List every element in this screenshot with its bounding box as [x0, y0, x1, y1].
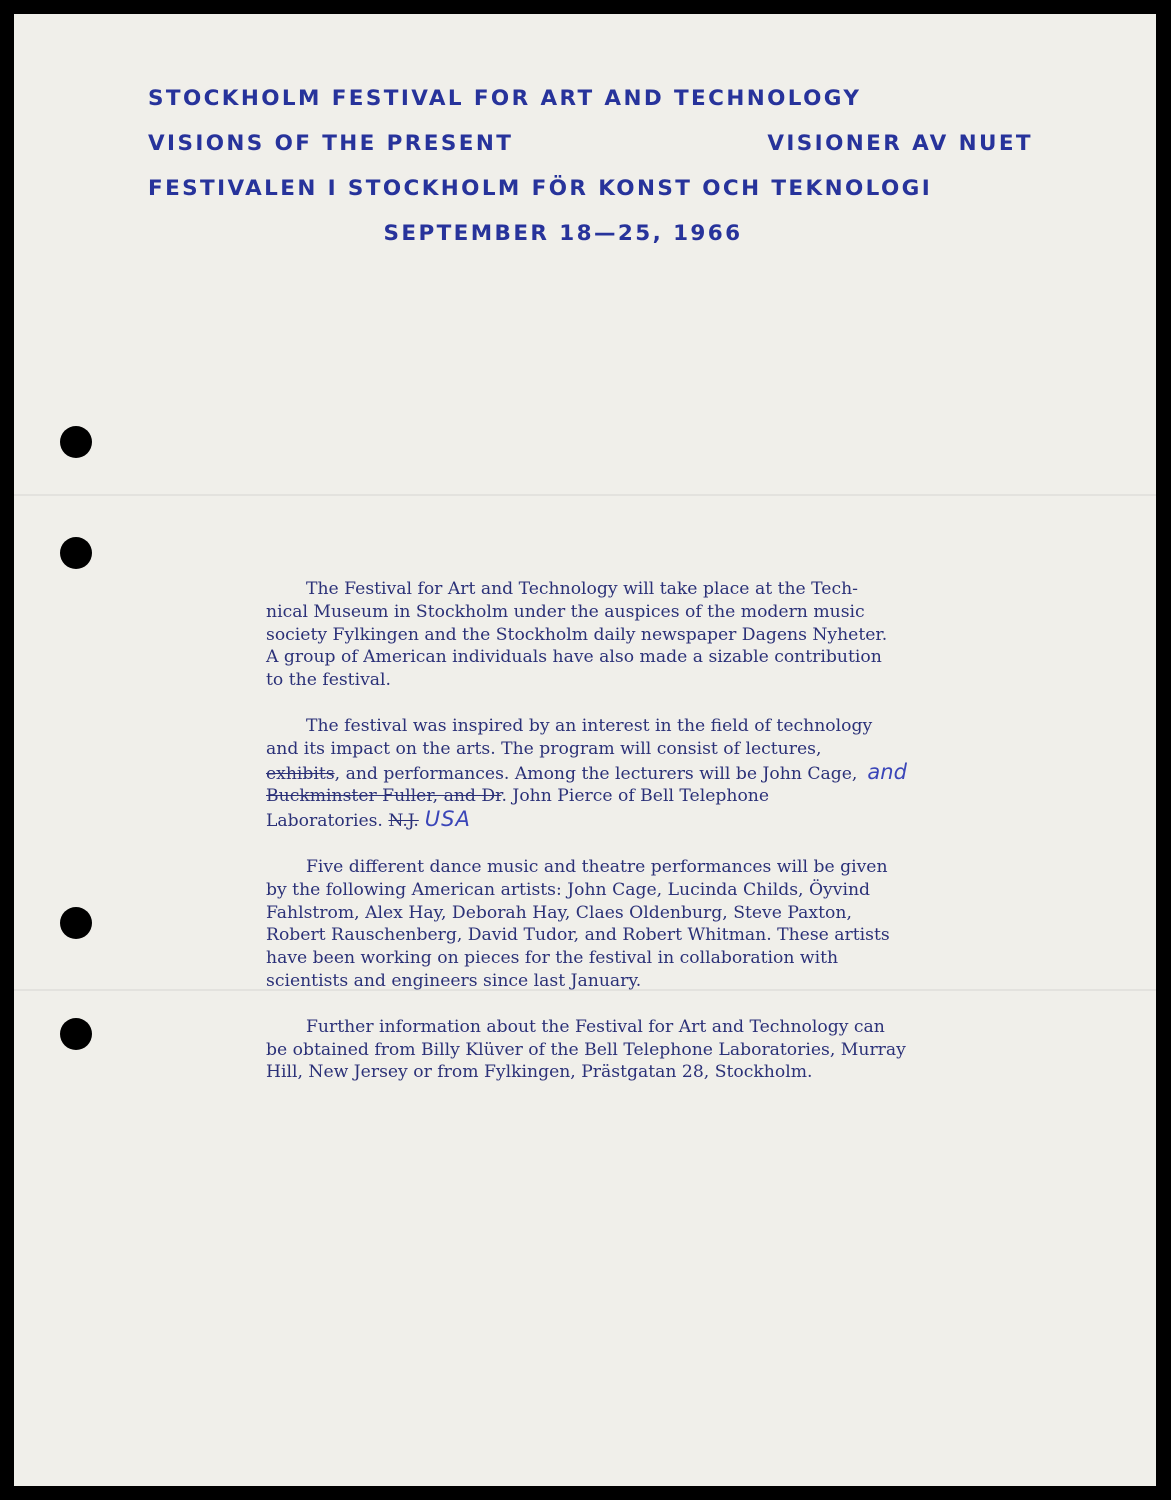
text-line: The festival was inspired by an interest in the field of technology	[306, 715, 873, 736]
letterhead-subtitle-en: VISIONS OF THE PRESENT	[148, 131, 514, 156]
text-line	[266, 761, 1026, 786]
struck-text: N.J.	[388, 811, 419, 832]
text-line: be obtained from Billy Klüver of the Bell Telephone Laboratories, Murray	[266, 1039, 906, 1060]
text-line	[266, 785, 1026, 808]
text-span: . John Pierce of Bell Telephone	[501, 786, 770, 807]
letterhead-subtitle-sv: VISIONER AV NUET	[767, 131, 1033, 156]
paragraph-1	[266, 578, 1026, 692]
text-line: A group of American individuals have also made a sizable contribution	[266, 647, 882, 668]
handwritten-annotation: USA	[424, 807, 471, 832]
text-line: to the festival.	[266, 670, 392, 691]
punch-hole	[60, 426, 92, 458]
struck-text: Buckminster Fuller, and Dr	[266, 786, 502, 807]
punch-hole	[60, 537, 92, 569]
struck-text: exhibits	[266, 763, 335, 784]
fold-crease	[14, 494, 1156, 496]
letterhead-dates: SEPTEMBER 18—25, 1966	[383, 221, 743, 246]
text-line: have been working on pieces for the festival in collaboration with	[266, 948, 839, 969]
text-line	[266, 808, 1026, 833]
paragraph-2	[266, 715, 1026, 833]
text-line: The Festival for Art and Technology will take place at the Tech-	[306, 579, 858, 599]
text-span: , and performances. Among the lecturers will be John Cage,	[334, 763, 858, 784]
handwritten-annotation: and	[867, 759, 907, 784]
text-span: Laboratories.	[266, 811, 389, 832]
text-line: Five different dance music and theatre performances will be given	[306, 856, 888, 877]
punch-hole	[60, 1018, 92, 1050]
letterhead	[148, 85, 1033, 265]
paragraph-4	[266, 1016, 1026, 1084]
punch-hole	[60, 907, 92, 939]
text-line: Further information about the Festival for Art and Technology can	[306, 1016, 885, 1037]
text-line: by the following American artists: John Cage, Lucinda Childs, Öyvind	[266, 879, 871, 900]
text-line: society Fylkingen and the Stockholm daily newspaper Dagens Nyheter.	[266, 624, 888, 645]
letterhead-title-sv: FESTIVALEN I STOCKHOLM FÖR KONST OCH TEKNOLOGI	[148, 176, 933, 201]
text-line: nical Museum in Stockholm under the auspices of the modern music	[266, 601, 865, 622]
text-line: and its impact on the arts. The program will consist of lectures,	[266, 738, 822, 759]
text-line: Fahlstrom, Alex Hay, Deborah Hay, Claes Oldenburg, Steve Paxton,	[266, 902, 852, 923]
paragraph-3	[266, 856, 1026, 993]
letterhead-title-en: STOCKHOLM FESTIVAL FOR ART AND TECHNOLOGY	[148, 86, 862, 111]
text-line: scientists and engineers since last January.	[266, 970, 642, 991]
text-line: Robert Rauschenberg, David Tudor, and Robert Whitman. These artists	[266, 925, 890, 946]
text-line: Hill, New Jersey or from Fylkingen, Prästgatan 28, Stockholm.	[266, 1062, 813, 1083]
letterhead-subtitle-row	[148, 130, 1033, 175]
body-text	[266, 578, 1026, 1107]
